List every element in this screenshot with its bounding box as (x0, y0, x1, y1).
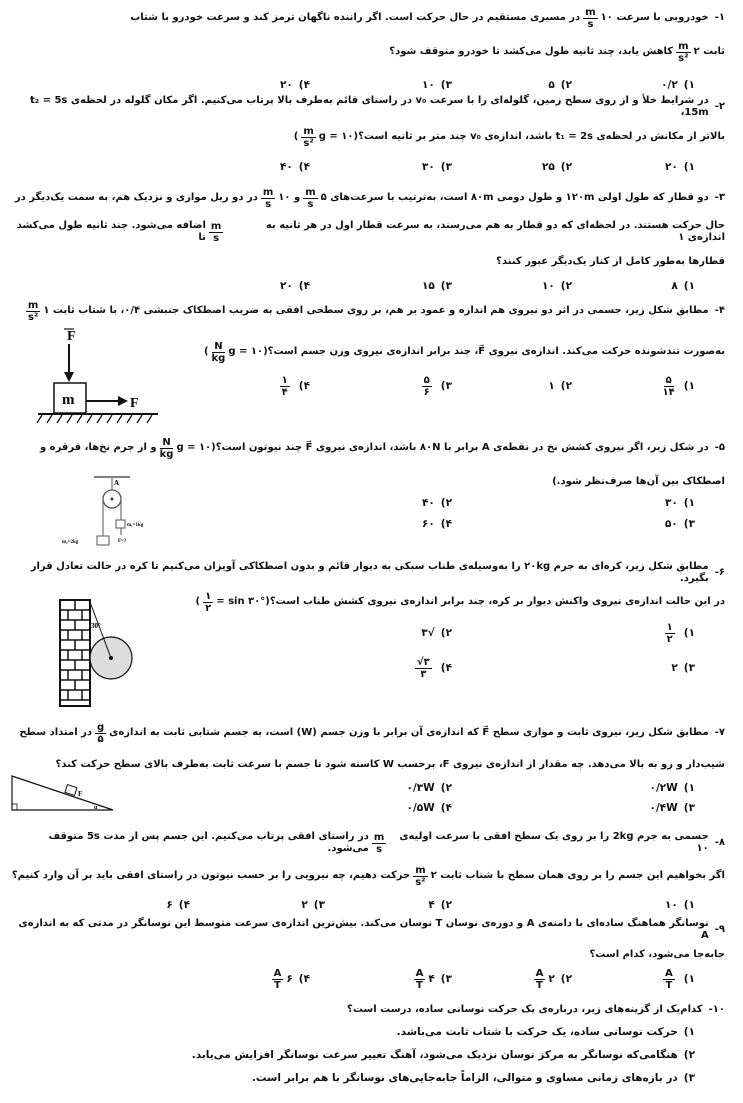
fraction-denominator: ۱۴ (662, 386, 675, 398)
angle-label: 30° (91, 622, 101, 630)
option-label: ۴) (298, 79, 310, 91)
option-label: ۳) (683, 662, 695, 674)
answer-option-1[interactable] (665, 154, 695, 180)
fraction-denominator: ۳ (420, 668, 427, 680)
fraction (160, 437, 174, 460)
question-number: ۸- (714, 837, 725, 848)
question-text: جسمی به جرم 2kg را بر روی یک سطح افقی با سرعت اولیه‌ی ۱۰ (399, 831, 709, 854)
answer-option-3[interactable] (650, 795, 695, 821)
option-value: ۲۰ (664, 161, 678, 173)
option-value: √۳ (421, 627, 435, 639)
answer-option-3[interactable] (419, 373, 452, 399)
question-text: در شکل زیر، اگر نیروی کشش نخ در نقطه‌ی A برابر با ۸۰N باشد، اندازه‌ی نیروی F⃗ چند نیوتون است؟ (215, 442, 709, 453)
fraction-denominator: s² (678, 52, 689, 64)
answer-option-4[interactable] (277, 373, 310, 399)
option-label: ۲) (440, 782, 452, 794)
question-text: اضافه می‌شود. چند ثانیه طول می‌کشد تا (16, 220, 206, 243)
answer-option-2[interactable] (421, 620, 452, 646)
fraction (372, 832, 386, 855)
question-text: مطابق شکل زیر، جسمی در اثر دو نیروی هم اندازه و عمود بر هم، بر روی سطحی افقی به ضریب اصطکاک جنبشی ۰/۴، با شتاب ثابت ۱ (43, 305, 709, 316)
answer-option-4[interactable] (280, 154, 310, 180)
question-text: (g = ۱۰ (176, 442, 216, 453)
fraction (261, 187, 275, 210)
fraction-numerator: ۱ (281, 374, 288, 386)
fraction-denominator: ۵ (97, 733, 104, 745)
question-2-stem (10, 94, 725, 120)
option-value: ۲۵ (541, 161, 555, 173)
fraction-denominator: T (665, 979, 673, 991)
option-label: ۱) (683, 280, 695, 292)
fraction (676, 41, 690, 64)
answer-option-2[interactable] (542, 154, 572, 180)
option-label: ۴) (440, 802, 452, 814)
option-value: ۰/۲W (649, 782, 678, 794)
question-number: ۲- (714, 101, 725, 112)
option-label: ۳) (683, 802, 695, 814)
option-value: ۲۰ (279, 79, 293, 91)
fraction-numerator: m (585, 6, 596, 18)
answer-option-4[interactable] (412, 655, 452, 681)
option-value: ۰/۲ (661, 79, 678, 91)
m1-label: m₁=1kg (127, 523, 144, 528)
fraction-numerator: ۱ (666, 621, 673, 633)
question-text: نوسانگر هماهنگ ساده‌ای با دامنه‌ی A و دوره‌ی نوسان T نوسان می‌کند. بیش‌ترین اندازه‌ی سرعت متوسط این نوسانگر در مدتی که به اندازه‌ی A (18, 918, 709, 941)
option-value: ۵ (548, 79, 555, 91)
fraction-denominator: T (536, 979, 543, 991)
option-label: ۳) (440, 280, 452, 292)
option-value: ۲۰ (279, 280, 293, 292)
option-label: ۱) (683, 782, 695, 794)
option-label: ۳) (683, 1072, 695, 1084)
fraction-numerator: m (678, 40, 689, 52)
option-label: ۲) (560, 161, 572, 173)
fraction-numerator: √۳ (416, 656, 430, 668)
option-label: ۲) (560, 280, 572, 292)
answer-option-2[interactable] (542, 273, 572, 299)
fraction (665, 622, 675, 645)
fraction (209, 221, 223, 244)
answer-option-1[interactable] (671, 273, 695, 299)
question-text: خودرویی با سرعت ۱۰ (600, 12, 709, 23)
question-number: ۱- (714, 12, 725, 23)
question-8-stem (10, 830, 725, 856)
question-text: ثابت ۲ (693, 46, 725, 57)
option-label: ۱) (683, 899, 695, 911)
fraction-numerator: A (535, 967, 544, 979)
alpha-label: α (94, 805, 98, 811)
fraction (272, 968, 284, 991)
fraction-denominator: s² (415, 876, 426, 888)
option-label: ۱) (683, 79, 695, 91)
fraction-denominator: s (213, 232, 220, 244)
question-text: کدام‌یک از گزینه‌های زیر، درباره‌ی یک حرکت نوسانی ساده، درست است؟ (347, 1004, 703, 1015)
fraction (534, 968, 546, 991)
question-3-stem-continued (10, 249, 725, 275)
question-3-stem (10, 185, 725, 211)
option-value: ۴۰ (279, 161, 293, 173)
option-value: ۸ (671, 280, 678, 292)
question-number: ۹- (714, 924, 725, 935)
option-value: ۱ (548, 380, 555, 392)
question-text: حال حرکت هستند. در لحظه‌ای که دو قطار به هم می‌رسند، به سرعت قطار اول در هر ثانیه به اندازه‌ی ۱ (265, 220, 725, 243)
question-6-stem (10, 560, 725, 586)
fraction-numerator: ۱ (205, 590, 212, 602)
fraction-numerator: A (415, 967, 424, 979)
option-value: هنگامی‌که نوسانگر به مرکز نوسان نزدیک می‌شود، آهنگ تغییر سرعت نوسانگر افزایش می‌یابد. (191, 1049, 678, 1061)
fraction-denominator: ۲ (666, 633, 673, 645)
question-text: در مسیری مستقیم در حال حرکت است. اگر راننده ناگهان ترمز کند و سرعت خودرو با شتاب (130, 12, 581, 23)
fraction-numerator: m (262, 186, 274, 198)
question-number: ۳- (714, 192, 725, 203)
question-text: کاهش یابد، چند ثانیه طول می‌کشد تا خودرو متوقف شود؟ (389, 46, 674, 57)
fraction-numerator: ۵ (423, 374, 430, 386)
fraction (26, 300, 40, 323)
mass-label: m (62, 392, 75, 408)
answer-option-3[interactable] (411, 966, 452, 992)
option-value: ۱۰ (664, 899, 678, 911)
question-4-stem (10, 298, 725, 324)
question-9-stem-continued (10, 942, 725, 968)
option-label: ۴) (298, 280, 310, 292)
option-value: ۰/۵W (406, 802, 435, 814)
question-2-stem-continued (10, 124, 725, 150)
option-label: ۲) (440, 497, 452, 509)
question-text: و ۱۰ (278, 192, 301, 203)
question-text: (g = ۱۰ (228, 346, 268, 357)
fraction (413, 865, 427, 888)
question-text: در راستای افقی پرتاب می‌کنیم. این جسم پس از مدت 5s متوقف می‌شود. (48, 831, 369, 854)
question-1-stem (10, 5, 725, 31)
option-label: ۴) (440, 662, 452, 674)
question-text: (sin ۳۰° = (216, 596, 270, 607)
answer-option-1[interactable] (660, 373, 695, 399)
option-label: ۴) (298, 161, 310, 173)
option-value: ۳۰ (664, 497, 678, 509)
option-label: ۴) (298, 380, 310, 392)
fraction-numerator: N (162, 436, 171, 448)
point-a-label: A (114, 479, 120, 487)
answer-option-1[interactable] (660, 966, 695, 992)
question-7-stem (10, 720, 725, 746)
option-value: ۱۰ (541, 280, 555, 292)
fraction-denominator: s² (303, 137, 314, 149)
option-label: ۱) (683, 380, 695, 392)
fraction-denominator: s (587, 18, 594, 30)
fraction-numerator: m (305, 186, 316, 198)
fraction (203, 591, 213, 614)
option-label: ۲) (440, 899, 452, 911)
option-label: ۲) (560, 380, 572, 392)
fraction-numerator: A (273, 967, 282, 979)
question-8-stem-continued (10, 863, 725, 889)
option-value: ۶۰ (421, 518, 435, 530)
question-text: ) (293, 131, 299, 142)
question-text: دو قطار که طول اولی ۱۲۰m و طول دومی ۸۰m است، به‌ترتیب با سرعت‌های ۵ (320, 192, 709, 203)
answer-option-3[interactable] (252, 1065, 695, 1091)
answer-option-3[interactable] (665, 511, 695, 537)
question-text: بالاتر از مکانش در لحظه‌ی t₁ = 2s باشد، اندازه‌ی v₀ چند متر بر ثانیه است؟ (358, 131, 725, 142)
question-text: اصطکاک بین آن‌ها صرف‌نظر شود.) (552, 476, 725, 487)
fraction-denominator: kg (159, 448, 174, 460)
fraction (663, 968, 675, 991)
option-value: ۴ (428, 973, 435, 985)
option-value: ۱۰ (421, 79, 435, 91)
figure-q6-wall-sphere (38, 598, 143, 710)
question-text: (g = ۱۰ (318, 131, 359, 142)
question-text: حرکت دهیم، چه نیرویی را بر حسب نیوتون در راستای افقی باید بر آن وارد کنیم؟ (11, 870, 411, 881)
f-label: F=? (118, 539, 127, 544)
option-value: ۴۰ (421, 497, 435, 509)
fraction-denominator: s (307, 198, 314, 210)
answer-option-4[interactable] (407, 795, 452, 821)
fraction-denominator: s (376, 843, 383, 855)
fraction-denominator: s² (27, 311, 39, 323)
question-3-stem-continued (10, 219, 725, 245)
option-label: ۳) (440, 380, 452, 392)
option-label: ۳) (440, 161, 452, 173)
option-value: حرکت نوسانی ساده، یک حرکت با شتاب ثابت می‌باشد. (396, 1026, 678, 1038)
question-number: ۶- (714, 567, 725, 578)
option-label: ۴) (440, 518, 452, 530)
answer-option-2[interactable] (531, 966, 572, 992)
fraction-denominator: ۲ (205, 602, 212, 614)
figure-q7-incline (8, 772, 118, 814)
fraction-denominator: ۴ (281, 386, 288, 398)
fraction-numerator: A (665, 967, 673, 979)
option-label: ۴) (178, 899, 190, 911)
question-text: به‌صورت تندشونده حرکت می‌کند. اندازه‌ی نیروی F⃗، چند برابر اندازه‌ی نیروی وزن جسم است؟ (267, 346, 725, 357)
question-text: در شرایط خلأ و از روی سطح زمین، گلوله‌ای را با سرعت v₀ در راستای قائم به‌طرف بالا پرتاب می‌کنیم. اگر مکان گلوله در لحظه‌ی t₂ = 5s ،15m (29, 95, 709, 118)
question-text: ) (195, 596, 201, 607)
option-label: ۱) (683, 161, 695, 173)
fraction-denominator: ۶ (423, 386, 430, 398)
question-number: ۷- (714, 727, 725, 738)
option-value: در بازه‌های زمانی مساوی و متوالی، الزاماً جابه‌جایی‌های نوسانگر با هم برابر است. (251, 1072, 678, 1084)
force-label-vertical: F (67, 329, 76, 344)
answer-option-4[interactable] (166, 892, 190, 918)
option-label: ۲) (440, 627, 452, 639)
fraction (422, 375, 432, 398)
option-value: ۱۵ (421, 280, 435, 292)
fraction (95, 722, 106, 745)
option-value: ۲ (301, 899, 308, 911)
option-label: ۲) (560, 79, 572, 91)
question-text: قطارها به‌طور کامل از کنار یک‌دیگر عبور کنند؟ (496, 256, 725, 267)
option-value: ۲ (548, 973, 555, 985)
question-text: و از جرم نخ‌ها، قرقره و (39, 442, 157, 453)
fraction (414, 968, 426, 991)
fraction (301, 126, 315, 149)
fraction (212, 341, 226, 364)
option-label: ۱) (683, 497, 695, 509)
answer-option-3[interactable] (301, 892, 325, 918)
option-label: ۳) (683, 518, 695, 530)
fraction-denominator: s (265, 198, 272, 210)
fraction (663, 375, 675, 398)
force-label-horizontal: F (130, 396, 139, 411)
m2-label: m₂=2kg (62, 540, 79, 545)
question-number: ۵- (714, 442, 725, 453)
option-value: ۲ (671, 662, 678, 674)
question-text: در دو ریل موازی و نزدیک هم، به سمت یک‌دیگر در (14, 192, 258, 203)
option-label: ۱) (683, 1026, 695, 1038)
fraction-numerator: g (97, 721, 105, 733)
option-label: ۲) (683, 1049, 695, 1061)
fraction-numerator: ۵ (665, 374, 672, 386)
option-value: ۰/۴W (649, 802, 678, 814)
answer-option-1[interactable] (665, 892, 695, 918)
option-label: ۱) (683, 973, 695, 985)
fraction-denominator: kg (211, 352, 226, 364)
question-text: مطابق شکل زیر، کره‌ای به جرم ۲۰kg را به‌وسیله‌ی طناب سبکی به دیوار قائم و بدون اصطکاکی آویزان می‌کنیم تا کره در حالت تعادل قرار بگیرد. (30, 561, 709, 584)
fraction-numerator: m (210, 220, 222, 232)
fraction-denominator: T (274, 979, 281, 991)
question-text: ) (203, 346, 209, 357)
answer-option-4[interactable] (280, 273, 310, 299)
fraction (280, 375, 290, 398)
fraction-numerator: m (27, 299, 39, 311)
fraction-numerator: m (303, 125, 314, 137)
question-text: شیب‌دار و رو به بالا می‌دهد. چه مقدار از اندازه‌ی نیروی F، برحسب W کاسته شود تا جسم با سرعت ثابت به‌طرف بالای سطح حرکت کند؟ (55, 759, 725, 770)
answer-option-4[interactable] (422, 511, 452, 537)
fraction (415, 657, 432, 680)
figure-q5-pulley (60, 474, 160, 548)
option-value: ۶ (166, 899, 173, 911)
question-text: در این حالت اندازه‌ی نیروی واکنش دیوار بر کره، چند برابر اندازه‌ی نیروی کشش طناب است؟ (269, 596, 725, 607)
question-text: در امتداد سطح (19, 727, 92, 738)
option-label: ۴) (298, 973, 310, 985)
option-value: ۶ (286, 973, 293, 985)
fraction-numerator: N (214, 340, 223, 352)
question-number: ۴- (714, 305, 725, 316)
answer-option-3[interactable] (671, 655, 695, 681)
option-value: ۰/۳W (406, 782, 435, 794)
question-text: جابه‌جا می‌شود، کدام است؟ (589, 949, 725, 960)
option-label: ۳) (313, 899, 325, 911)
answer-option-2[interactable] (548, 373, 572, 399)
option-label: ۳) (440, 973, 452, 985)
answer-option-4[interactable] (269, 966, 310, 992)
answer-option-3[interactable] (422, 273, 452, 299)
option-value: ۵۰ (664, 518, 678, 530)
option-label: ۲) (560, 973, 572, 985)
option-label: ۱) (683, 627, 695, 639)
fraction (583, 7, 597, 30)
answer-option-1[interactable] (662, 620, 695, 646)
option-value: ۴ (428, 899, 435, 911)
question-5-stem (10, 435, 725, 461)
question-text: مطابق شکل زیر، نیروی ثابت و موازی سطح F⃗ که اندازه‌ی آن برابر با وزن جسم (W) است، به جسم شتابی ثابت به اندازه‌ی (109, 727, 709, 738)
question-9-stem (10, 917, 725, 943)
answer-option-2[interactable] (428, 892, 452, 918)
fraction-numerator: m (373, 831, 385, 843)
answer-option-3[interactable] (422, 154, 452, 180)
option-value: ۳۰ (421, 161, 435, 173)
figure-q4-block-forces (30, 326, 165, 424)
force-label: F (78, 790, 83, 798)
fraction-numerator: m (415, 864, 426, 876)
fraction (303, 187, 317, 210)
fraction-denominator: T (416, 979, 423, 991)
question-1-stem-continued (10, 39, 725, 65)
option-label: ۳) (440, 79, 452, 91)
question-text: اگر بخواهیم این جسم را بر روی همان سطح با شتاب ثابت ۲ (430, 870, 725, 881)
question-number: ۱۰- (708, 1004, 725, 1015)
